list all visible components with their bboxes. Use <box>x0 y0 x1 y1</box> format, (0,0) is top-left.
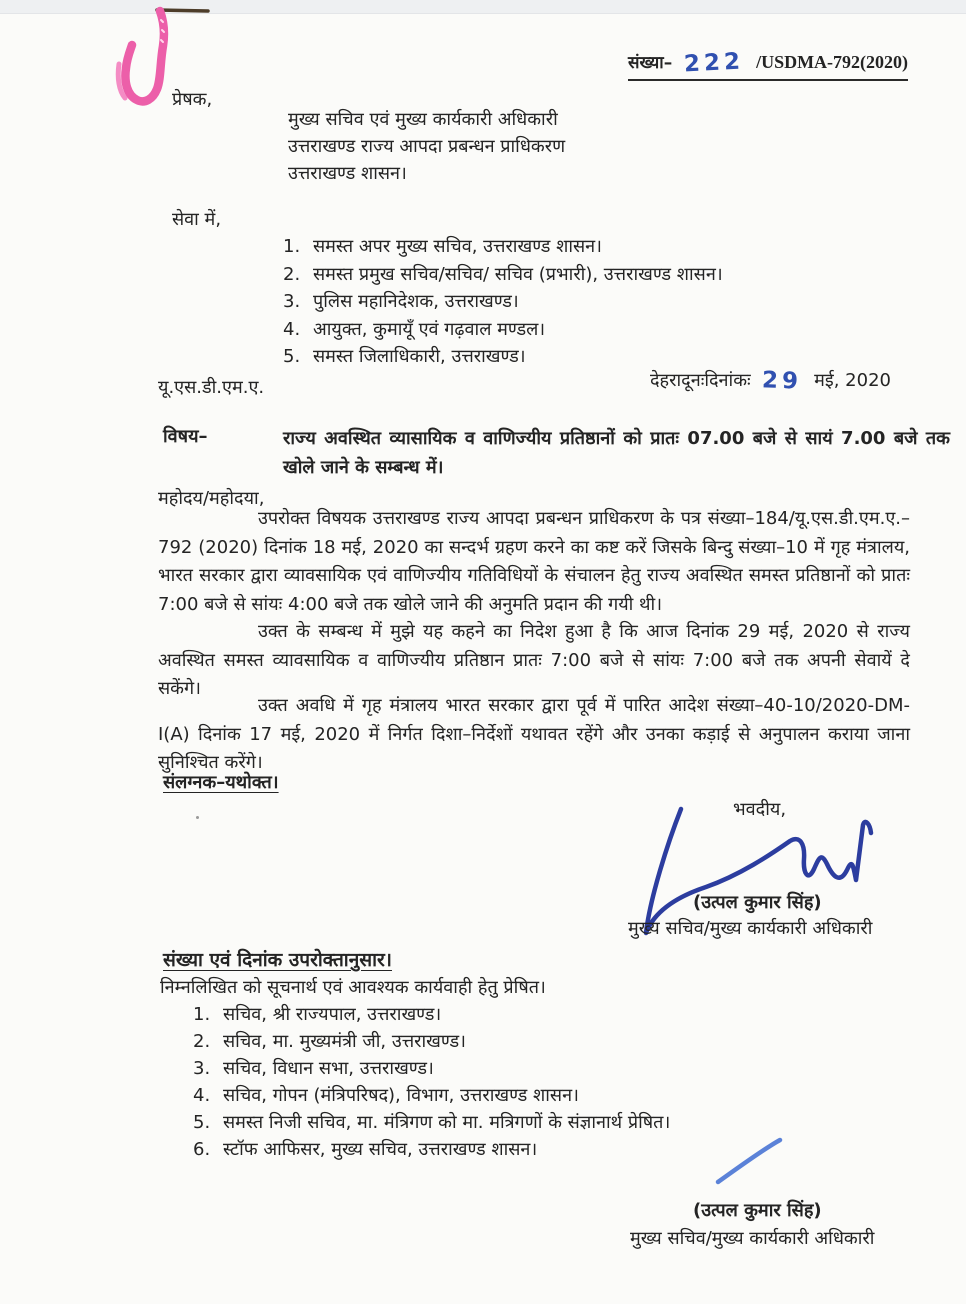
signatory-title: मुख्य सचिव/मुख्य कार्यकारी अधिकारी <box>628 918 873 939</box>
signatory-title: मुख्य सचिव/मुख्य कार्यकारी अधिकारी <box>630 1228 875 1249</box>
list-item <box>193 1028 833 1055</box>
list-text: स्टॉफ आफिसर, मुख्य सचिव, उत्तराखण्ड शासन। <box>223 1139 538 1160</box>
list-item <box>283 233 923 261</box>
reference-number <box>628 50 908 81</box>
list-item <box>193 1001 833 1028</box>
list-text: आयुक्त, कुमायूँ एवं गढ़वाल मण्डल। <box>313 318 546 340</box>
list-number: 3. <box>283 291 301 312</box>
list-text: सचिव, श्री राज्यपाल, उत्तराखण्ड। <box>223 1004 442 1025</box>
sender-line: उत्तराखण्ड शासन। <box>288 163 407 184</box>
body-paragraph: उपरोक्त विषयक उत्तराखण्ड राज्य आपदा प्रबन्धन प्राधिकरण के पत्र संख्या–184/यू.एस.डी.एम.ए.–792 (2020) दिनांक 18 मई, 2020 का सन्दर्भ ग्रहण करने का कष्ट करें जिसके बिन्दु संख्या–10 में गृह मंत्रालय, भारत सरकार द्वारा व्यावसायिक एवं वाणिज्यीय गतिविधियों के संचालन हेतु राज्य अवस्थित समस्त प्रतिष्ठानों को प्रातः 7:00 बजे से सांयः 4:00 बजे तक खोले जाने की अनुमति प्रदान की गयी थी। <box>158 508 910 615</box>
list-number: 3. <box>193 1058 211 1079</box>
list-text: सचिव, गोपन (मंत्रिपरिषद), विभाग, उत्तराखण्ड शासन। <box>223 1085 579 1106</box>
dateline <box>650 368 891 394</box>
stray-ink-dot <box>196 816 199 819</box>
list-number: 5. <box>193 1112 211 1133</box>
from-label: प्रेषक, <box>172 89 213 110</box>
subject-text: राज्य अवस्थित व्यासायिक व वाणिज्यीय प्रतिष्ठानों को प्रातः 07.00 बजे से सायं 7.00 बजे तक खोले जाने के सम्बन्ध में। <box>283 428 950 478</box>
list-item <box>283 261 923 289</box>
signatory-name: (उत्पल कुमार सिंह) <box>693 1200 822 1221</box>
list-item <box>283 316 923 344</box>
date-day-handwritten: 29 <box>761 367 803 395</box>
list-item <box>283 343 923 371</box>
sender-line: मुख्य सचिव एवं मुख्य कार्यकारी अधिकारी <box>288 109 558 130</box>
dateline-prefix: देहरादूनःदिनांकः <box>650 370 751 391</box>
list-text: सचिव, विधान सभा, उत्तराखण्ड। <box>223 1058 434 1079</box>
list-item <box>193 1055 833 1082</box>
list-number: 4. <box>283 318 301 340</box>
list-number: 6. <box>193 1139 211 1160</box>
list-number: 5. <box>283 346 301 367</box>
org-abbreviation: यू.एस.डी.एम.ए. <box>158 377 265 398</box>
list-text: समस्त अपर मुख्य सचिव, उत्तराखण्ड शासन। <box>313 236 602 257</box>
list-number: 1. <box>283 236 301 257</box>
body-paragraph: उक्त के सम्बन्ध में मुझे यह कहने का निदेश हुआ है कि आज दिनांक 29 मई, 2020 से राज्य अवस्थित समस्त व्यावसायिक व वाणिज्यीय प्रतिष्ठान प्रातः 7:00 बजे से सांयः 7:00 बजे तक अपनी सेवायें दे सकेंगे। <box>158 621 910 699</box>
sender-block <box>288 106 565 187</box>
list-text: समस्त निजी सचिव, मा. मंत्रिगण को मा. मत्रिगणों के संज्ञानार्थ प्रेषित। <box>223 1112 671 1133</box>
list-item <box>193 1082 833 1109</box>
signatory-name: (उत्पल कुमार सिंह) <box>693 892 822 913</box>
paperclip-icon <box>95 0 235 118</box>
list-text: समस्त जिलाधिकारी, उत्तराखण्ड। <box>313 346 526 367</box>
list-text: समस्त प्रमुख सचिव/सचिव/ सचिव (प्रभारी), उत्तराखण्ड शासन। <box>313 263 723 285</box>
ref-suffix: /USDMA-792(2020) <box>756 52 909 72</box>
list-text: सचिव, मा. मुख्यमंत्री जी, उत्तराखण्ड। <box>223 1031 466 1052</box>
list-number: 1. <box>193 1004 211 1025</box>
valediction: भवदीय, <box>733 799 787 820</box>
addressee-list <box>283 233 923 371</box>
list-item <box>283 288 923 316</box>
list-number: 2. <box>283 263 301 285</box>
list-text: पुलिस महानिदेशक, उत्तराखण्ड। <box>313 291 519 312</box>
enclosure-note: संलग्नक–यथोक्त। <box>163 772 279 793</box>
dateline-suffix: मई, 2020 <box>814 370 891 391</box>
list-number: 4. <box>193 1085 211 1106</box>
endorsement-intro: निम्नलिखित को सूचनार्थ एवं आवश्यक कार्यवाही हेतु प्रेषित। <box>160 977 546 998</box>
ref-number-handwritten: 222 <box>683 48 745 78</box>
salutation: महोदय/महोदया, <box>158 488 265 509</box>
subject-label: विषय– <box>163 426 208 447</box>
endorsement-heading: संख्या एवं दिनांक उपरोक्तानुसार। <box>163 949 392 971</box>
signature-initial-stroke <box>700 1130 790 1190</box>
list-number: 2. <box>193 1031 211 1052</box>
to-label: सेवा में, <box>172 209 222 230</box>
sender-line: उत्तराखण्ड राज्य आपदा प्रबन्धन प्राधिकरण <box>288 136 566 157</box>
ref-prefix: संख्या– <box>628 53 673 73</box>
body-paragraph: उक्त अवधि में गृह मंत्रालय भारत सरकार द्वारा पूर्व में पारित आदेश संख्या–40-10/2020-DM-I(A) दिनांक 17 मई, 2020 में निर्गत दिशा–निर्देशों यथावत रहेंगे और उनका कड़ाई से अनुपालन कराया जाना सुनिश्चित करेंगे। <box>158 695 910 773</box>
